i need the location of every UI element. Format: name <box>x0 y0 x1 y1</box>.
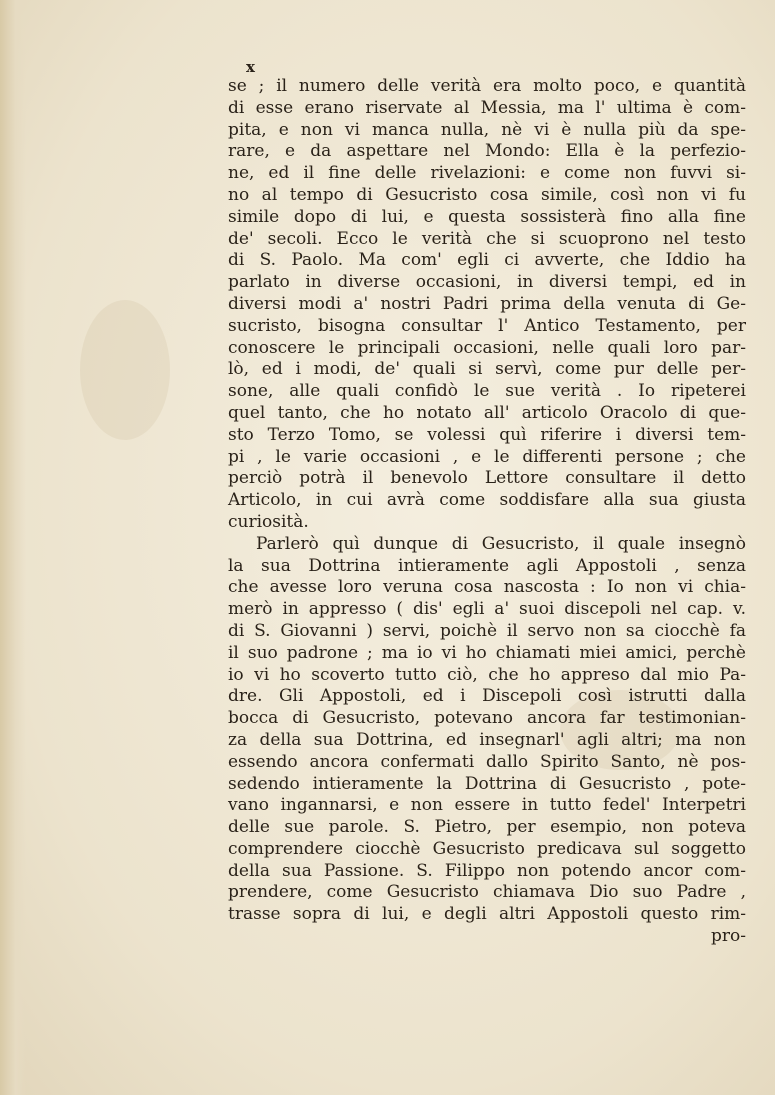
body-text <box>228 76 746 948</box>
text-line: quel tanto, che ho notato all' articolo Oracolo di que- <box>228 402 746 423</box>
text-line: conoscere le principali occasioni, nelle quali loro par- <box>228 337 746 358</box>
paper-stain <box>80 300 170 440</box>
text-line: rare, e da aspettare nel Mondo: Ella è la perfezio- <box>228 141 746 162</box>
text-line: sto Terzo Tomo, se volessi quì riferire i diversi tem- <box>228 424 746 445</box>
text-line: perciò potrà il benevolo Lettore consultare il detto <box>228 468 746 489</box>
text-line: diversi modi a' nostri Padri prima della venuta di Ge- <box>228 293 746 314</box>
text-line: Parlerò quì dunque di Gesucristo, il quale insegnò <box>256 533 746 554</box>
text-line: sedendo intieramente la Dottrina di Gesucristo , pote- <box>228 773 746 794</box>
text-line: il suo padrone ; ma io vi ho chiamati miei amici, perchè <box>228 642 746 663</box>
text-line: delle sue parole. S. Pietro, per esempio, non poteva <box>228 817 746 838</box>
text-line: sone, alle quali confidò le sue verità . Io ripeterei <box>228 381 746 402</box>
text-line: ne, ed il fine delle rivelazioni: e come non fuvvi si- <box>228 163 746 184</box>
text-line: sucristo, bisogna consultar l' Antico Testamento, per <box>228 315 746 336</box>
text-line: pi , le varie occasioni , e le differenti persone ; che <box>228 446 746 467</box>
text-line: comprendere ciocchè Gesucristo predicava sul soggetto <box>228 838 746 859</box>
text-line: prendere, come Gesucristo chiamava Dio suo Padre , <box>228 882 746 903</box>
text-line: Articolo, in cui avrà come soddisfare alla sua giusta <box>228 490 746 511</box>
text-line: de' secoli. Ecco le verità che si scuoprono nel testo <box>228 228 746 249</box>
text-line: simile dopo di lui, e questa sossisterà fino alla fine <box>228 206 746 227</box>
text-line: io vi ho scoverto tutto ciò, che ho appreso dal mio Pa- <box>228 664 746 685</box>
text-line: di S. Giovanni ) servi, poichè il servo non sa ciocchè fa <box>228 620 746 641</box>
text-line: che avesse loro veruna cosa nascosta : Io non vi chia- <box>228 577 746 598</box>
text-line: pita, e non vi manca nulla, nè vi è nulla più da spe- <box>228 119 746 140</box>
text-line: za della sua Dottrina, ed insegnarl' agli altri; ma non <box>228 729 746 750</box>
text-line: di S. Paolo. Ma com' egli ci avverte, che Iddio ha <box>228 250 746 271</box>
text-line: di esse erano riservate al Messia, ma l' ultima è com- <box>228 97 746 118</box>
text-line: della sua Passione. S. Filippo non potendo ancor com- <box>228 860 746 881</box>
text-line: parlato in diverse occasioni, in diversi tempi, ed in <box>228 272 746 293</box>
text-line: trasse sopra di lui, e degli altri Appostoli questo rim- <box>228 904 746 925</box>
page-number: x <box>246 58 256 76</box>
text-line: bocca di Gesucristo, potevano ancora far testimonian- <box>228 708 746 729</box>
text-line: no al tempo di Gesucristo cosa simile, così non vi fu <box>228 184 746 205</box>
text-line: la sua Dottrina intieramente agli Appostoli , senza <box>228 555 746 576</box>
page-gutter <box>0 0 26 1095</box>
text-line: se ; il numero delle verità era molto poco, e quantità <box>228 76 746 96</box>
text-line: essendo ancora confermati dallo Spirito Santo, nè pos- <box>228 751 746 772</box>
catchword: pro- <box>711 926 746 947</box>
text-line: vano ingannarsi, e non essere in tutto fedel' Interpetri <box>228 795 746 816</box>
text-line: dre. Gli Appostoli, ed i Discepoli così istrutti dalla <box>228 686 746 707</box>
text-line: lò, ed i modi, de' quali si servì, come pur delle per- <box>228 359 746 380</box>
text-line: curiosità. <box>228 511 309 532</box>
text-line: merò in appresso ( dis' egli a' suoi discepoli nel cap. v. <box>228 599 746 620</box>
